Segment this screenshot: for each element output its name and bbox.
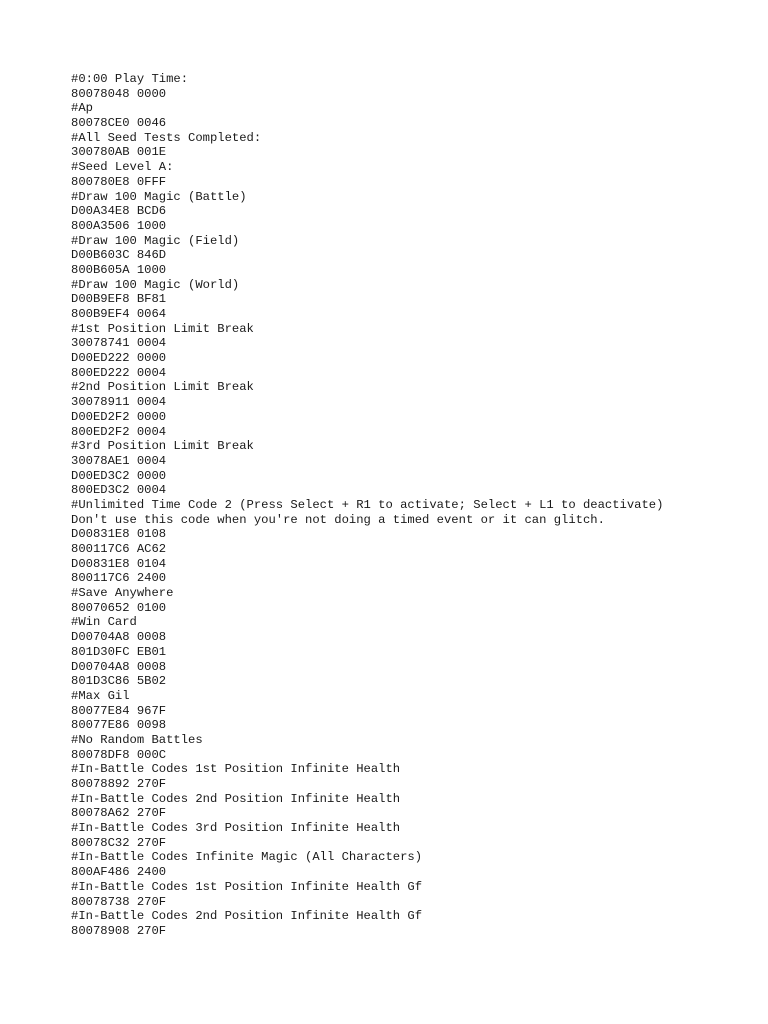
code-line: #In-Battle Codes 2nd Position Infinite Health Gf: [71, 909, 423, 924]
code-line: 80078DF8 000C: [71, 747, 167, 762]
code-line: 800A3506 1000: [71, 218, 167, 233]
code-line: #Ap: [71, 101, 93, 116]
code-line: 80078CE0 0046: [71, 116, 167, 131]
code-line: #Seed Level A:: [71, 160, 174, 175]
code-line: 80078C32 270F: [71, 835, 167, 850]
code-line: #All Seed Tests Completed:: [71, 130, 262, 145]
code-line: #In-Battle Codes Infinite Magic (All Characters): [71, 850, 423, 865]
code-line: 80078892 270F: [71, 777, 167, 791]
code-line: 800ED3C2 0004: [71, 483, 167, 498]
code-line: #3rd Position Limit Break: [71, 439, 254, 454]
code-line: #In-Battle Codes 1st Position Infinite Health Gf: [71, 879, 423, 894]
code-line: D00ED2F2 0000: [71, 409, 167, 424]
code-line: #1st Position Limit Break: [71, 321, 254, 336]
code-line: 801D3C86 5B02: [71, 674, 167, 689]
code-line: 30078AE1 0004: [71, 453, 167, 468]
code-line: #2nd Position Limit Break: [71, 380, 254, 395]
code-line: #Unlimited Time Code 2 (Press Select + R1 to activate; Select + L1 to deactivate): [71, 497, 664, 512]
code-line: #In-Battle Codes 2nd Position Infinite Health: [71, 791, 401, 806]
code-line: D00704A8 0008: [71, 630, 167, 645]
code-line: 30078911 0004: [71, 395, 167, 410]
code-line: D00704A8 0008: [71, 659, 167, 674]
code-line: 800117C6 2400: [71, 571, 167, 586]
code-line: 800ED2F2 0004: [71, 424, 167, 439]
code-line: 80070652 0100: [71, 600, 167, 615]
code-line: 300780AB 001E: [71, 145, 167, 160]
code-line: 800ED222 0004: [71, 365, 167, 380]
code-line: D00B9EF8 BF81: [71, 292, 167, 307]
code-line: 800117C6 AC62: [71, 542, 167, 556]
code-line: #Draw 100 Magic (Field): [71, 233, 240, 248]
cheat-code-listing: [71, 72, 663, 939]
code-line: #In-Battle Codes 3rd Position Infinite Health: [71, 821, 401, 836]
code-line: 801D30FC EB01: [71, 644, 167, 659]
code-line: 800780E8 0FFF: [71, 174, 167, 189]
code-line: #Max Gil: [71, 688, 130, 703]
code-line: 80078048 0000: [71, 86, 167, 101]
code-line: D00ED3C2 0000: [71, 468, 167, 483]
code-line: #Save Anywhere: [71, 586, 174, 601]
code-line: D00A34E8 BCD6: [71, 204, 167, 219]
code-line: 30078741 0004: [71, 336, 167, 351]
code-line: Don't use this code when you're not doing a timed event or it can glitch.: [71, 512, 605, 527]
code-line: D00B603C 846D: [71, 248, 167, 263]
code-line: 80078A62 270F: [71, 806, 167, 821]
code-line: D00831E8 0104: [71, 556, 167, 571]
code-line: 800B605A 1000: [71, 262, 167, 277]
code-line: #Draw 100 Magic (World): [71, 277, 240, 292]
code-line: 80077E84 967F: [71, 703, 167, 718]
code-line: 80077E86 0098: [71, 718, 167, 733]
code-line: #0:00 Play Time:: [71, 72, 189, 86]
code-line: #In-Battle Codes 1st Position Infinite Health: [71, 762, 401, 777]
code-line: 800B9EF4 0064: [71, 307, 167, 321]
code-line: 80078908 270F: [71, 923, 167, 938]
code-line: #No Random Battles: [71, 732, 203, 747]
code-line: 80078738 270F: [71, 894, 167, 909]
code-line: #Draw 100 Magic (Battle): [71, 189, 247, 204]
code-line: #Win Card: [71, 615, 137, 630]
code-line: 800AF486 2400: [71, 865, 167, 880]
code-line: D00831E8 0108: [71, 527, 167, 542]
code-line: D00ED222 0000: [71, 351, 167, 366]
